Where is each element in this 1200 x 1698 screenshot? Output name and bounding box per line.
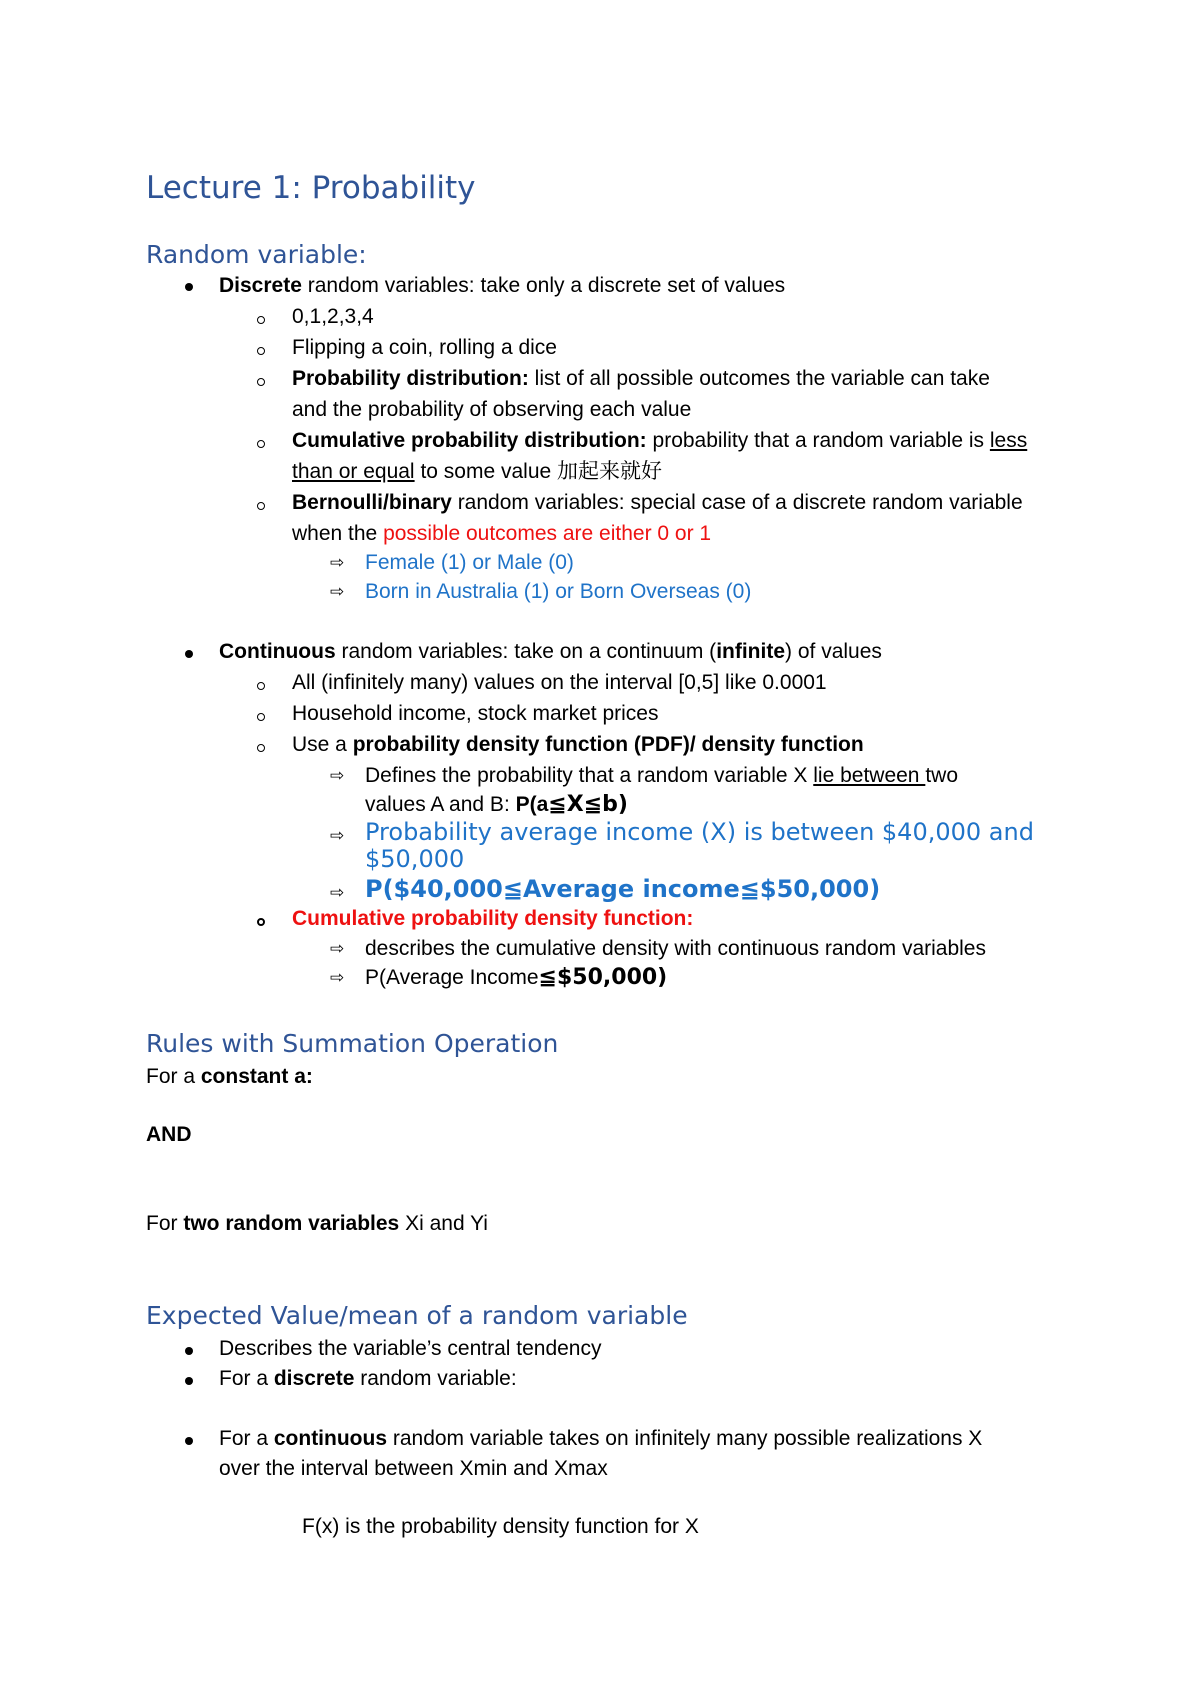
list-item-household-income: Household income, stock market prices: [292, 702, 659, 725]
arrow-right-icon: ⇨: [330, 883, 345, 903]
text: list of all possible outcomes the variable can take: [528, 367, 990, 390]
formula: ≦X≦b): [548, 792, 628, 817]
list-item-interval: All (infinitely many) values on the interval [0,5] like 0.0001: [292, 671, 827, 694]
term: continuous: [273, 1427, 388, 1450]
term: Bernoulli/binary: [292, 491, 452, 514]
text: probability that a random variable is: [646, 429, 990, 452]
formula: P(a: [515, 793, 549, 816]
list-item-bernoulli-line2: [292, 520, 711, 548]
list-item-values: 0,1,2,3,4: [292, 305, 374, 328]
section-heading-expected-value: Expected Value/mean of a random variable: [146, 1301, 688, 1330]
underlined-text: than or equal: [292, 460, 415, 483]
text: random variables: take only a discrete set of values: [301, 274, 786, 297]
arrow-item-average-income-line2: $50,000: [365, 845, 465, 873]
term-continuous: Continuous: [219, 640, 336, 663]
text: For a: [219, 1367, 274, 1390]
term: probability density function (PDF)/ density function: [352, 733, 864, 756]
bullet-icon: [185, 1347, 193, 1355]
list-item-discrete: [219, 272, 785, 300]
chinese-note: 加起来就好: [557, 460, 663, 483]
summation-and: AND: [146, 1123, 192, 1146]
list-item-probability-distribution: [292, 365, 990, 393]
circle-bullet-icon: [257, 378, 265, 386]
circle-bullet-icon: [257, 713, 265, 721]
text: random variable takes on infinitely many possible realizations X: [387, 1427, 983, 1450]
circle-bullet-icon: [257, 316, 265, 324]
text: For a: [219, 1427, 274, 1450]
list-item-bernoulli: [292, 489, 1023, 517]
text: random variables: take on a continuum (: [335, 640, 717, 663]
list-item-central-tendency: Describes the variable’s central tendency: [219, 1337, 602, 1360]
list-item-continuous-expected: [219, 1425, 982, 1453]
text: when the: [292, 522, 384, 545]
circle-bullet-icon: [257, 744, 265, 752]
text: random variables: special case of a discrete random variable: [451, 491, 1023, 514]
arrow-right-icon: ⇨: [330, 939, 345, 959]
arrow-right-icon: ⇨: [330, 582, 345, 602]
term: infinite: [716, 640, 786, 663]
circle-bullet-icon: [257, 918, 265, 926]
text: P(Average Income: [365, 966, 539, 989]
section-heading-random-variable: Random variable:: [146, 240, 367, 269]
underlined-text: lie between: [813, 764, 926, 787]
text: random variable:: [354, 1367, 517, 1390]
arrow-item-female-male: Female (1) or Male (0): [365, 551, 574, 574]
underlined-text: less: [989, 429, 1028, 452]
circle-bullet-icon: [257, 347, 265, 355]
circle-bullet-icon: [257, 440, 265, 448]
bullet-icon: [185, 1437, 193, 1445]
bullet-icon: [185, 650, 193, 658]
circle-bullet-icon: [257, 502, 265, 510]
list-item-cumulative-distribution: [292, 427, 1027, 455]
list-item-cumulative-density: Cumulative probability density function:: [292, 907, 694, 930]
text: Xi and Yi: [399, 1212, 488, 1235]
list-item-examples: Flipping a coin, rolling a dice: [292, 336, 557, 359]
arrow-item-defines-probability: [365, 762, 958, 790]
pdf-note: F(x) is the probability density function for X: [302, 1515, 699, 1538]
highlight-red: possible outcomes are either 0 or 1: [383, 522, 712, 545]
page-title: Lecture 1: Probability: [146, 170, 476, 206]
text: For: [146, 1212, 184, 1235]
list-item-probability-distribution-line2: and the probability of observing each value: [292, 398, 692, 421]
list-item-continuous: [219, 638, 882, 666]
text: Defines the probability that a random variable X: [365, 764, 814, 787]
term: constant a:: [200, 1065, 313, 1088]
arrow-right-icon: ⇨: [330, 826, 345, 846]
text: two: [925, 764, 959, 787]
summation-two-variables: [146, 1210, 488, 1238]
circle-bullet-icon: [257, 682, 265, 690]
bullet-icon: [185, 1377, 193, 1385]
text: values A and B:: [365, 793, 516, 816]
term: Probability distribution:: [292, 367, 529, 390]
summation-constant-line: [146, 1063, 313, 1091]
arrow-item-born-australia: Born in Australia (1) or Born Overseas (0): [365, 580, 752, 603]
formula: ≦$50,000): [538, 965, 668, 990]
term-discrete: Discrete: [219, 274, 302, 297]
text: ) of values: [785, 640, 882, 663]
text: to some value: [414, 460, 558, 483]
arrow-item-defines-probability-line2: [365, 791, 628, 819]
arrow-item-income-formula: P($40,000≦Average income≦$50,000): [365, 875, 881, 903]
arrow-right-icon: ⇨: [330, 766, 345, 786]
section-heading-summation: Rules with Summation Operation: [146, 1029, 559, 1058]
list-item-continuous-expected-line2: over the interval between Xmin and Xmax: [219, 1457, 608, 1480]
arrow-right-icon: ⇨: [330, 553, 345, 573]
arrow-item-describes-cumulative: describes the cumulative density with continuous random variables: [365, 937, 986, 960]
text: Use a: [292, 733, 353, 756]
text: For a: [146, 1065, 201, 1088]
bullet-icon: [185, 283, 193, 291]
list-item-pdf: [292, 731, 864, 759]
term: two random variables: [183, 1212, 400, 1235]
arrow-right-icon: ⇨: [330, 968, 345, 988]
arrow-item-income-cdf: [365, 964, 667, 992]
arrow-item-average-income: Probability average income (X) is between $40,000 and: [365, 818, 1034, 846]
list-item-cumulative-distribution-line2: [292, 458, 662, 486]
term: discrete: [273, 1367, 355, 1390]
term: Cumulative probability distribution:: [292, 429, 647, 452]
list-item-discrete-expected: [219, 1365, 517, 1393]
